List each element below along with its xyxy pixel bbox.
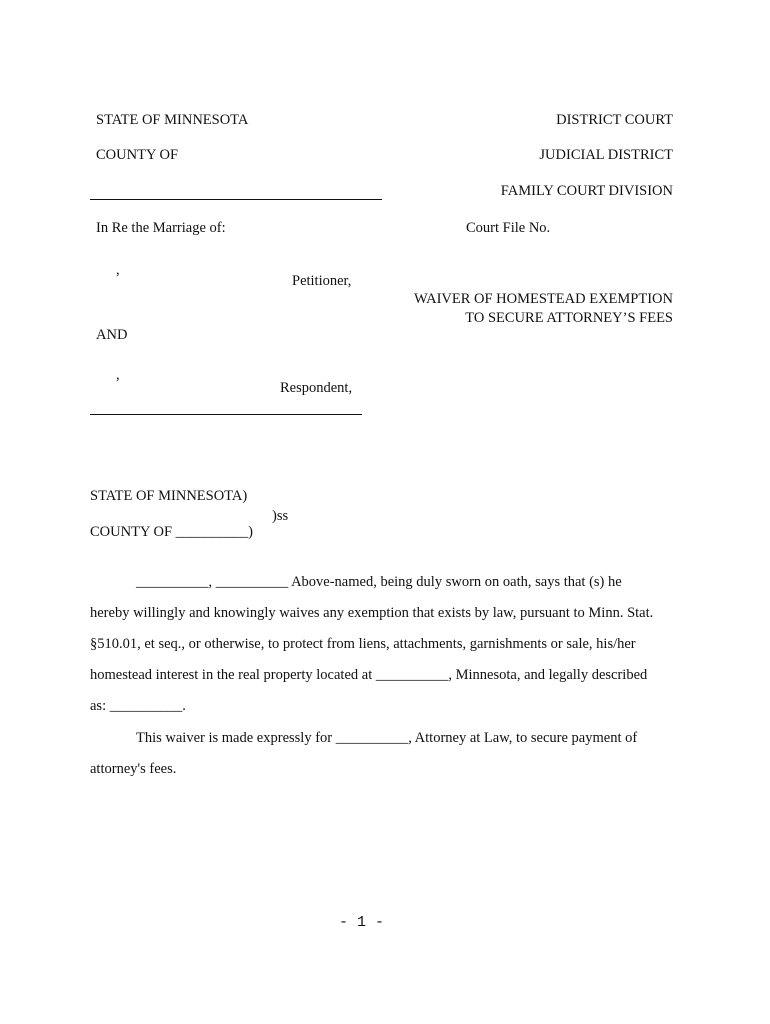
petitioner-label: Petitioner,	[292, 273, 352, 289]
venue-county: COUNTY OF __________)	[90, 524, 253, 540]
body-line-6: This waiver is made expressly for __________, Attorney at Law, to secure payment of	[136, 730, 638, 746]
document-title-line1: WAIVER OF HOMESTEAD EXEMPTION	[414, 291, 673, 307]
caption-division: FAMILY COURT DIVISION	[500, 183, 673, 199]
court-file-no-label: Court File No.	[466, 220, 551, 236]
body-line-3: §510.01, et seq., or otherwise, to protect from liens, attachments, garnishments or sale, his/her	[90, 636, 636, 652]
respondent-label: Respondent,	[280, 380, 353, 396]
caption-bottom-divider	[90, 414, 362, 415]
body-line-4: homestead interest in the real property located at __________, Minnesota, and legally described	[90, 667, 648, 683]
body-line-2: hereby willingly and knowingly waives any exemption that exists by law, pursuant to Minn. Stat.	[90, 605, 654, 621]
caption-district: JUDICIAL DISTRICT	[539, 147, 673, 163]
and-label: AND	[96, 327, 128, 343]
caption-county: COUNTY OF	[96, 147, 179, 163]
venue-ss: )ss	[272, 508, 289, 524]
body-line-5: as: __________.	[90, 698, 186, 714]
petitioner-name-blank: ,	[116, 262, 120, 278]
body-line-1: __________, __________ Above-named, being duly sworn on oath, says that (s) he	[136, 574, 622, 590]
in-re-label: In Re the Marriage of:	[96, 220, 226, 236]
body-line-7: attorney's fees.	[90, 761, 177, 777]
caption-divider	[90, 199, 382, 200]
caption-court: DISTRICT COURT	[556, 112, 673, 128]
page-number: - 1 -	[339, 914, 385, 931]
document-title-line2: TO SECURE ATTORNEY’S FEES	[465, 310, 673, 326]
venue-state: STATE OF MINNESOTA)	[90, 488, 248, 504]
respondent-name-blank: ,	[116, 367, 120, 383]
caption-state: STATE OF MINNESOTA	[96, 112, 249, 128]
